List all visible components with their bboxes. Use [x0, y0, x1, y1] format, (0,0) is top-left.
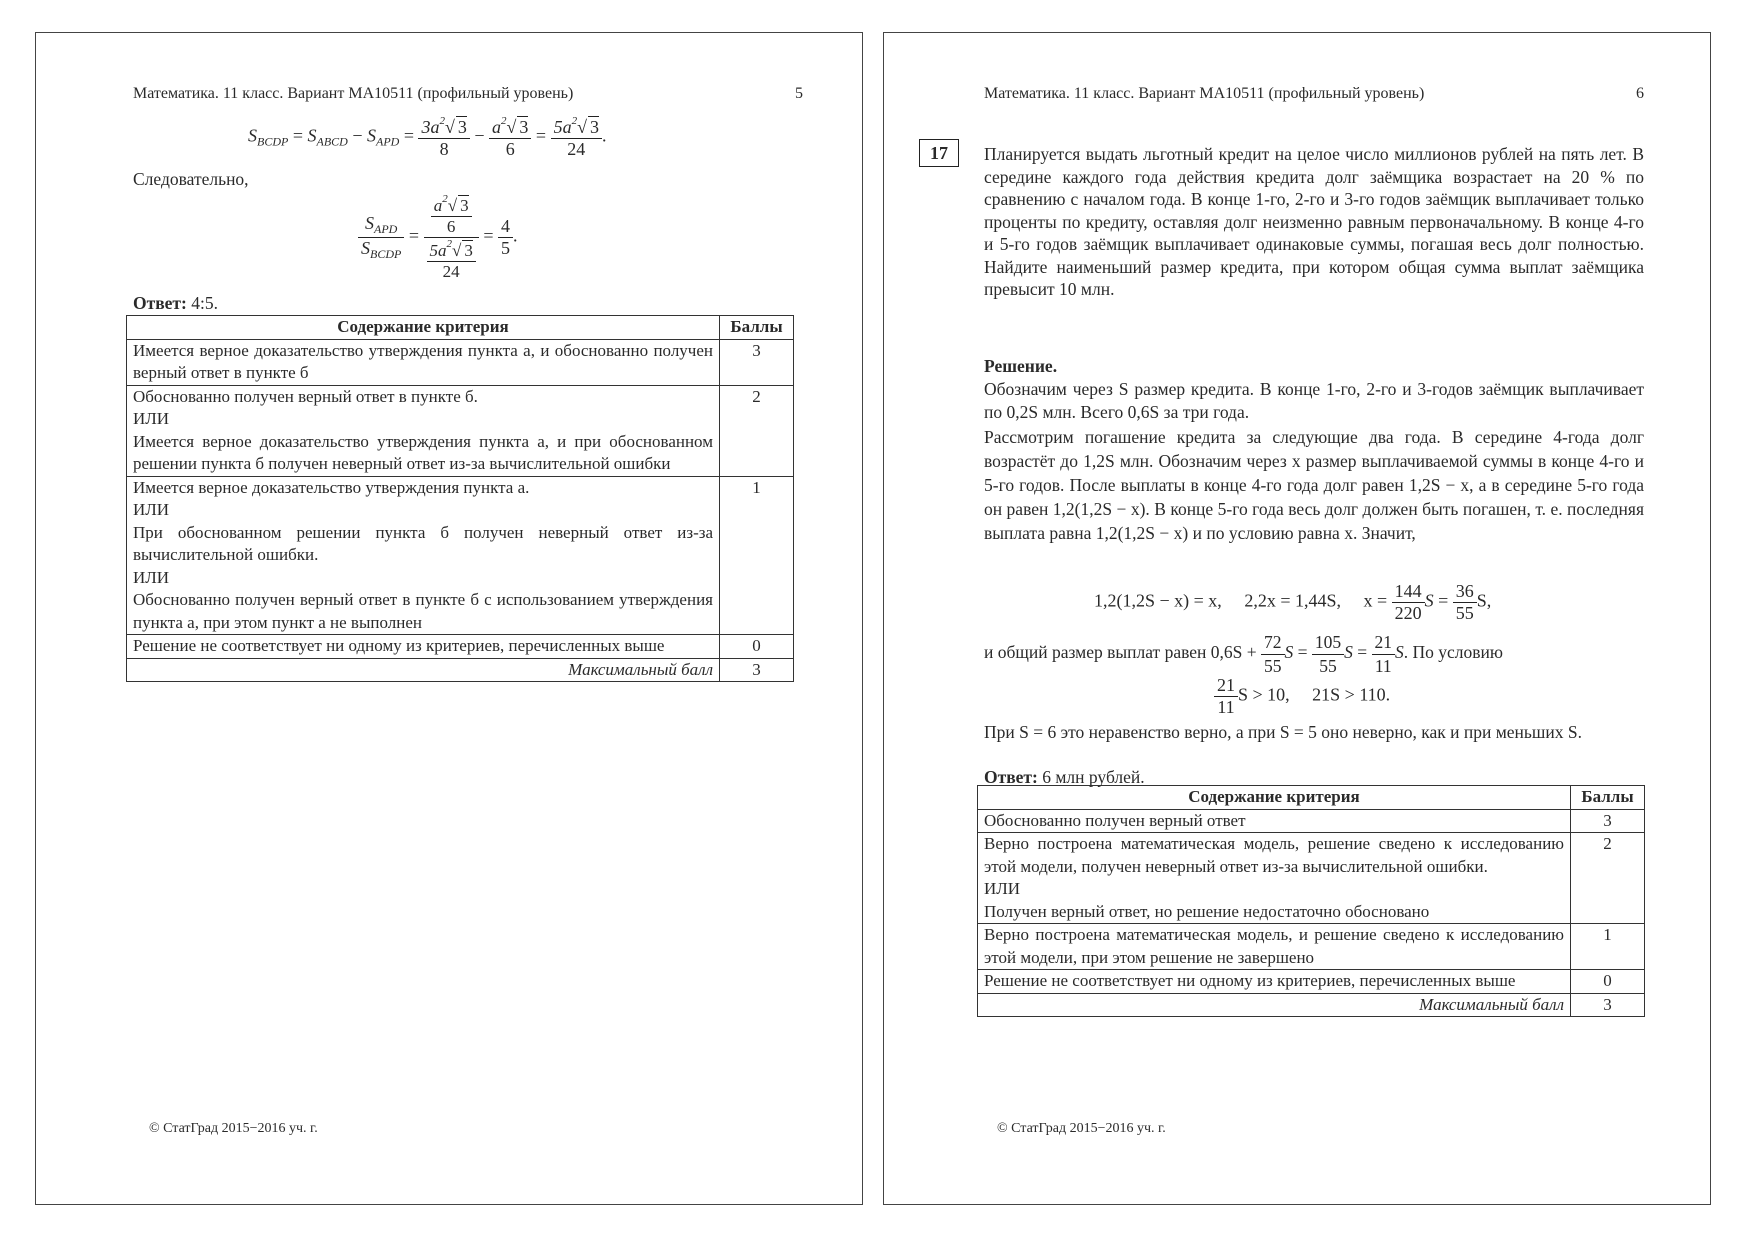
max-points: 3	[720, 658, 794, 682]
ratio-formula: $\frac{S_{APD}}{S_{BCDP}}$ = $\frac{\frac{a^2√ 3}{6}}{\frac{5a^2√ 3}{24}}$ = $\frac{4}{5}$ .	[358, 193, 518, 282]
header-points: Баллы	[720, 316, 794, 340]
max-label: Максимальный балл	[978, 993, 1571, 1017]
table-row	[127, 476, 794, 635]
criteria-text: Решение не соответствует ни одному из критериев, перечисленных выше	[127, 635, 720, 659]
solution-paragraph-3: При S = 6 это неравенство верно, а при S = 5 оно неверно, как и при меньших S.	[984, 722, 1582, 742]
max-label: Максимальный балл	[127, 658, 720, 682]
table-row	[127, 339, 794, 385]
header-title: Математика. 11 класс. Вариант МА10511 (профильный уровень)	[984, 85, 1425, 102]
table-row	[978, 809, 1645, 833]
criteria-points: 1	[720, 476, 794, 635]
table-row	[978, 833, 1645, 924]
criteria-text: Верно построена математическая модель, решение сведено к исследованию этой модели, получен неверный ответ из-за вычислительной ошибки. ИЛИ Получен верный ответ, но решение недостаточно обосновано	[978, 833, 1571, 924]
criteria-points: 0	[720, 635, 794, 659]
inequality-line: $\frac{21}{11}$ S > 10, 21S > 110.	[1214, 675, 1390, 718]
page-number: 6	[1636, 85, 1644, 102]
criteria-table	[977, 785, 1645, 1017]
criteria-text: Решение не соответствует ни одному из критериев, перечисленных выше	[978, 970, 1571, 994]
answer: Ответ: 6 млн рублей.	[984, 767, 1145, 787]
max-points: 3	[1571, 993, 1645, 1017]
criteria-text: Имеется верное доказательство утверждения пункта а, и обоснованно получен верный ответ в пункте б	[127, 339, 720, 385]
max-row	[127, 658, 794, 682]
table-header	[978, 786, 1645, 810]
criteria-text: Верно построена математическая модель, и решение сведено к исследованию этой модели, при этом решение не завершено	[978, 924, 1571, 970]
page-6	[883, 32, 1711, 1205]
criteria-points: 2	[1571, 833, 1645, 924]
max-row	[978, 993, 1645, 1017]
solution-paragraph-1: Обозначим через S размер кредита. В конце 1-го, 2-го и 3-годов заёмщик выплачивает по 0,2S млн. Всего 0,6S за три года.	[984, 379, 1644, 422]
equation-line: 1,2(1,2S − x) = x, 2,2x = 1,44S, x = $\frac{144}{220}$ S = $\frac{36}{55}$ S,	[1094, 581, 1492, 623]
criteria-points: 0	[1571, 970, 1645, 994]
solution-label: Решение.	[984, 356, 1058, 376]
page-number: 5	[795, 85, 803, 102]
footer: © СтатГрад 2015−2016 уч. г.	[997, 1121, 1166, 1136]
sum-line: и общий размер выплат равен 0,6S + $\frac{72}{55}$ S = $\frac{105}{55}$ S = $\frac{21}{11}$ S. По условию	[984, 632, 1503, 676]
task-number: 17	[919, 139, 959, 167]
formula-area: $S_{BCDP} = S_{ABCD} - S_{APD}$ = $\frac{3a^2√ 3}{8}$ − $\frac{a^2√ 3}{6}$ = $\frac{5a^2√ 3}{24}$ .	[248, 115, 607, 159]
header-title: Математика. 11 класс. Вариант МА10511 (профильный уровень)	[133, 85, 574, 102]
criteria-text: Обоснованно получен верный ответ	[978, 809, 1571, 833]
header-points: Баллы	[1571, 786, 1645, 810]
criteria-points: 3	[720, 339, 794, 385]
page-header	[133, 85, 803, 103]
table-row	[127, 635, 794, 659]
footer: © СтатГрад 2015−2016 уч. г.	[149, 1121, 318, 1136]
header-criteria: Содержание критерия	[978, 786, 1571, 810]
page-header	[984, 85, 1644, 103]
criteria-text: Имеется верное доказательство утверждения пункта а. ИЛИ При обоснованном решении пункта б получен неверный ответ из-за вычислительной ошибки. ИЛИ Обоснованно получен верный ответ в пункте б с использованием утверждения пункта а, при этом пункт а не выполнен	[127, 476, 720, 635]
header-criteria: Содержание критерия	[127, 316, 720, 340]
table-row	[127, 385, 794, 476]
therefore-text: Следовательно,	[133, 169, 249, 189]
criteria-text: Обоснованно получен верный ответ в пункте б. ИЛИ Имеется верное доказательство утверждения пункта а, и при обоснованном решении пункта б получен неверный ответ из-за вычислительной ошибки	[127, 385, 720, 476]
table-row	[978, 970, 1645, 994]
page-5	[35, 32, 863, 1205]
criteria-points: 2	[720, 385, 794, 476]
criteria-points: 3	[1571, 809, 1645, 833]
criteria-table	[126, 315, 794, 682]
table-header	[127, 316, 794, 340]
criteria-points: 1	[1571, 924, 1645, 970]
task-text: Планируется выдать льготный кредит на целое число миллионов рублей на пять лет. В середине каждого года действия кредита долг заёмщика возрастает на 20 % по сравнению с началом года. В конце 1-го, 2-го и 3-го годов заёмщик выплачивает только проценты по кредиту, оставляя долг неизменно равным первоначальному. В конце 4-го и 5-го годов заёмщик выплачивает одинаковые суммы, погашая весь долг полностью. Найдите наименьший размер кредита, при котором общая сумма выплат заёмщика превысит 10 млн.	[984, 144, 1644, 299]
solution-paragraph-2: Рассмотрим погашение кредита за следующие два года. В середине 4-года долг возрастёт до 1,2S млн. Обозначим через x размер выплачиваемой суммы в конце 4-го и 5-го годов. После выплаты в конце 4-го года долг равен 1,2S − x, а в середине 5-го года он равен 1,2(1,2S − x). В конце 5-го года весь долг должен быть погашен, т. е. последняя выплата равна 1,2(1,2S − x) и по условию равна x. Значит,	[984, 427, 1644, 543]
answer: Ответ: 4:5.	[133, 293, 218, 313]
table-row	[978, 924, 1645, 970]
